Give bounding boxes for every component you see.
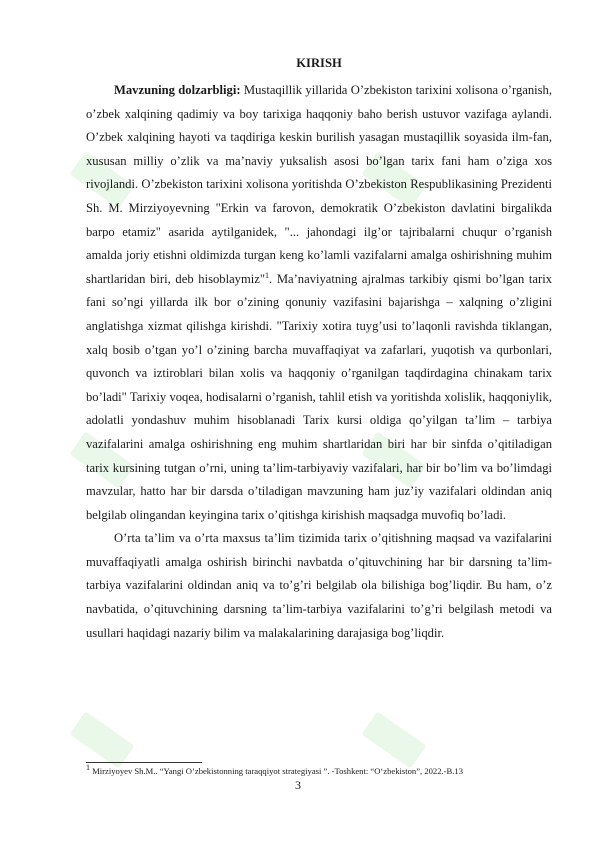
relevance-text: Mustaqillik yillarida O’zbekiston tarixini xolisona o’rganish, o’zbek xalqining qadimiy va boy tarixiga haqqoniy baho berish ustuvor vazifaga aylandi. O’zbek xalqining hayoti va taqdiriga keskin burilish yasagan mustaqillik soyasida ilm-fan, xususan milliy o’zlik va ma’naviy yuksalish asosi bo’lgan tarix fani ham o’ziga xos rivojlandi. O’zbekiston tarixini xolisona yoritishda O’zbekiston Respublikasining Prezidenti Sh. M. Mirziyoyevning "Erkin va farovon, demokratik O’zbekiston davlatini birgalikda barpo etamiz" asarida aytilganidek, "... jahondagi ilg’or tajribalarni chuqur o’rganish amalda joriy etishni oldimizda turgan keng ko’lamli vazifalarni amalga oshirishning muhim shartlaridan biri, deb hisoblaymiz": [86, 83, 552, 286]
footnote-mark: 1: [86, 763, 90, 773]
paragraph-second: O’rta ta’lim va o’rta maxsus ta’lim tizimida tarix o’qitishning maqsad va vazifalarini muvaffaqiyatli amalga oshirish birinchi navbatda o’qituvchining har bir darsning ta’lim-tarbiya vazifalarini oldindan aniq va to’g’ri belgilab ola bilishiga bog’liqdir. Bu ham, o’z navbatida, o’qituvchining darsning ta’lim-tarbiya vazifalarini to’g’ri belgilash metodi va usullari haqidagi nazariy bilim va malakalarining darajasiga bog’liqdir.: [86, 531, 552, 640]
page-number: 3: [295, 778, 301, 792]
page-title: KIRISH: [296, 56, 342, 70]
relevance-text-continued: . Ma’naviyatning ajralmas tarkibiy qismi bo’lgan tarix fani so’ngi yillarda ilk bor o’zining qonuniy vazifasini bajarishga – xalqning o’zligini anglatishga xizmat qilishga kirishdi. "Tarixiy xotira tuyg’usi to’laqonli ravishda tiklangan, xalq bosib o’tgan yo’l o’zining barcha muvaffaqiyat va zafarlari, yuqotish va qurbonlari, quvonch va iztiroblari bilan xolis va haqqoniy o’rganilgan taqdirdagina chinakam tarix bo’ladi" Tarixiy voqea, hodisalarni o’rganish, tahlil etish va yoritishda xolislik, haqqoniylik, adolatli yondashuv muhim hisoblanadi Tarix kursi oldiga qo’yilgan ta’lim – tarbiya vazifalarini amalga oshirishning eng muhim shartlaridan biri har bir sinfda o’qitiladigan tarix kursining tutgan o’rni, uning ta’lim-tarbiyaviy vazifalari, har bir bo’lim va bo’limdagi mavzular, hatto har bir darsda o’tiladigan mavzuning ham juz’iy vazifalari oldindan aniq belgilab olingandan keyingina tarix o’qitishga kirishish maqsadga muvofiq bo’ladi.: [86, 271, 552, 522]
paragraph-relevance: [86, 79, 552, 527]
relevance-lead: Mavzuning dolzarbligi:: [114, 83, 241, 97]
footnote: [86, 763, 552, 777]
watermark-mark: [69, 711, 134, 768]
footnote-text: Mirziyoyev Sh.M.. “Yangi O’zbekistonning taraqqiyot strategiyasi ”. -Toshkent: “O‘zbekiston”, 2022.-B.13: [90, 766, 464, 776]
footnote-divider: [86, 762, 202, 763]
footnote-ref: 1: [265, 270, 269, 280]
watermark-mark: [361, 711, 426, 768]
document-body: [86, 56, 552, 645]
